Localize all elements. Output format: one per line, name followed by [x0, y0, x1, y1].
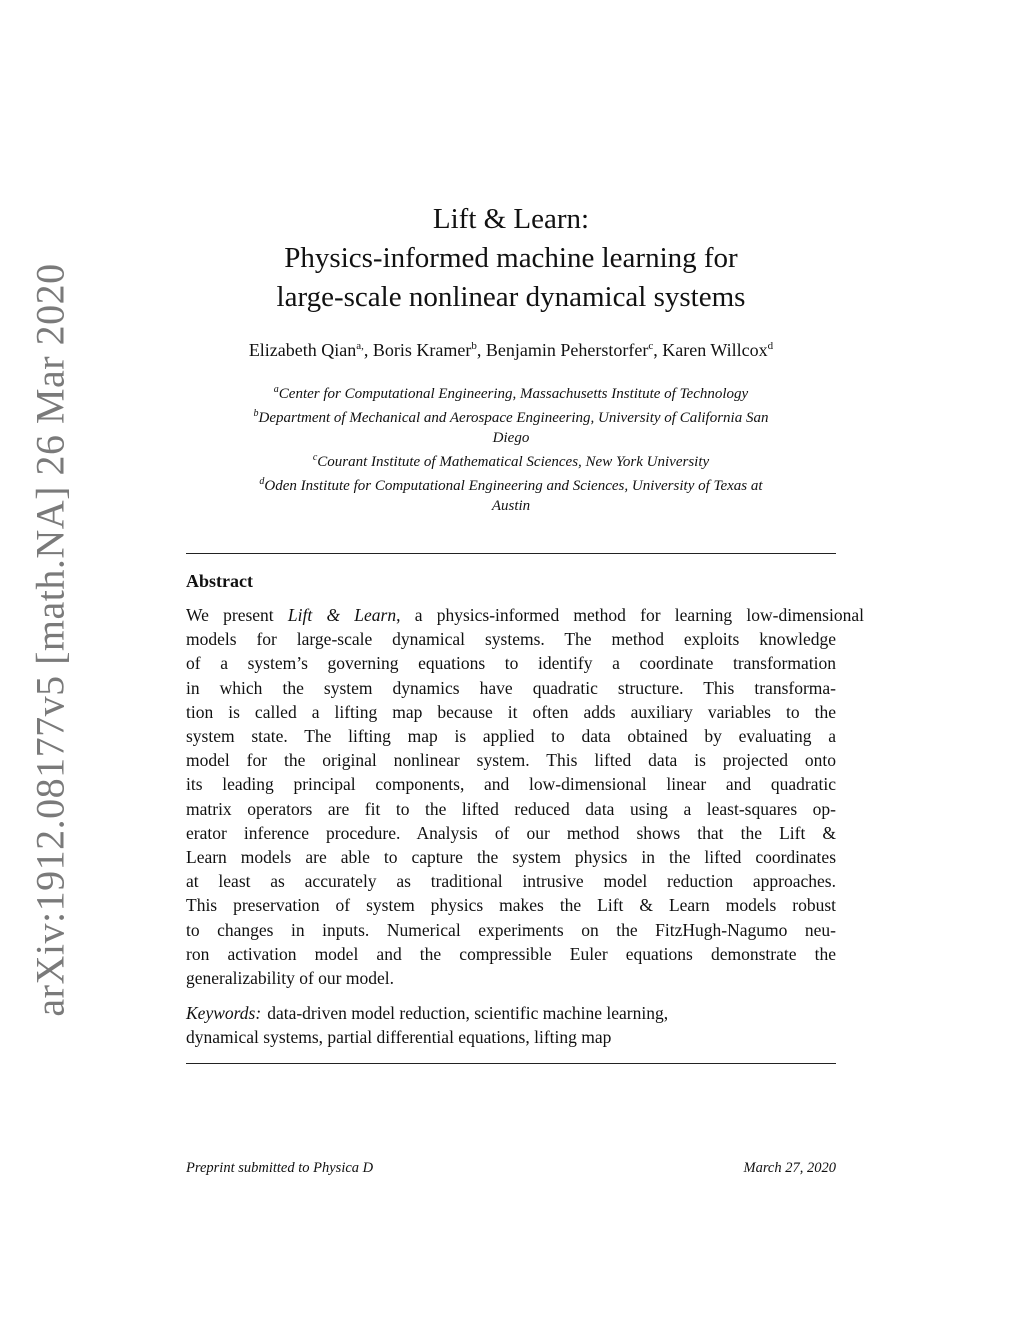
abstract-line: generalizability of our model.: [186, 968, 394, 989]
affiliation-d-cont: Austin: [491, 498, 531, 514]
keywords-line-1: Keywords: data-driven model reduction, scientific machine learning,: [186, 1003, 669, 1023]
abstract-line: Learn models are able to capture the system physics in the lifted coordinates: [186, 847, 836, 868]
author-name: Karen Willcox: [662, 340, 768, 360]
author-affiliation-mark: d: [767, 340, 774, 352]
bottom-divider: [186, 1063, 836, 1064]
paper-title: [186, 200, 836, 317]
author-separator: ,: [653, 340, 663, 360]
affiliation-b: $^b$Department of Mechanical and Aerospace Engineering, University of California San: [253, 408, 769, 426]
abstract-line: ron activation model and the compressible Euler equations demonstrate the: [186, 943, 836, 964]
author-name: Boris Kramer: [372, 340, 472, 360]
abstract-line: erator inference procedure. Analysis of our method shows that the Lift &: [186, 822, 836, 843]
author-separator: ,: [363, 340, 373, 360]
title-line-2: Physics-informed machine learning for: [284, 242, 738, 274]
abstract-line: model for the original nonlinear system. This lifted data is projected onto: [186, 750, 836, 771]
abstract-body: [186, 603, 864, 990]
keywords-block: [186, 1001, 836, 1049]
author-name: Benjamin Peherstorfer: [485, 340, 649, 360]
abstract-line: tion is called a lifting map because it often adds auxiliary variables to the: [186, 701, 836, 722]
author-list: [186, 340, 836, 361]
abstract-line: its leading principal components, and low-dimensional linear and quadratic: [186, 774, 836, 795]
affiliation-b-cont: Diego: [492, 430, 530, 446]
abstract-line: matrix operators are fit to the lifted reduced data using a least-squares op-: [186, 798, 836, 819]
abstract-line: of a system’s governing equations to identify a coordinate transformation: [186, 653, 836, 674]
keywords-label: Keywords:: [186, 1003, 262, 1023]
abstract-line: This preservation of system physics makes the Lift & Learn models robust: [186, 895, 836, 916]
abstract-heading: Abstract: [186, 571, 253, 591]
abstract-line: system state. The lifting map is applied to data obtained by evaluating a: [186, 726, 836, 747]
author-affiliation-mark: a,: [356, 340, 364, 352]
method-name: Lift & Learn: [287, 605, 397, 625]
title-line-3: large-scale nonlinear dynamical systems: [276, 281, 746, 313]
preprint-note: Preprint submitted to Physica D: [186, 1160, 374, 1176]
arxiv-sidebar-stamp: arXiv:1912.08177v5 [math.NA] 26 Mar 2020: [27, 263, 73, 1017]
title-line-1: Lift & Learn:: [432, 203, 590, 235]
abstract-line: in which the system dynamics have quadratic structure. This transforma-: [186, 677, 836, 698]
abstract-line: models for large-scale dynamical systems. The method exploits knowledge: [186, 629, 836, 650]
author-separator: ,: [476, 340, 486, 360]
author-affiliation-mark: b: [471, 340, 477, 352]
affiliation-a: $^a$Center for Computational Engineering, Massachusetts Institute of Technology: [273, 384, 749, 402]
preprint-date: March 27, 2020: [743, 1160, 836, 1176]
affiliation-list: [186, 380, 836, 516]
keywords-line-2: dynamical systems, partial differential equations, lifting map: [186, 1027, 612, 1047]
abstract-line: at least as accurately as traditional intrusive model reduction approaches.: [186, 871, 836, 892]
affiliation-d: $^d$Oden Institute for Computational Engineering and Sciences, University of Texas at: [259, 476, 763, 494]
affiliation-c: $^c$Courant Institute of Mathematical Sciences, New York University: [312, 452, 710, 470]
author-name: Elizabeth Qian: [248, 340, 357, 360]
author-affiliation-mark: c: [648, 340, 654, 352]
abstract-line: to changes in inputs. Numerical experiments on the FitzHugh-Nagumo neu-: [186, 919, 836, 940]
abstract-line: We present Lift & Learn, a physics-informed method for learning low-dimensional: [186, 605, 864, 625]
top-divider: [186, 553, 836, 554]
